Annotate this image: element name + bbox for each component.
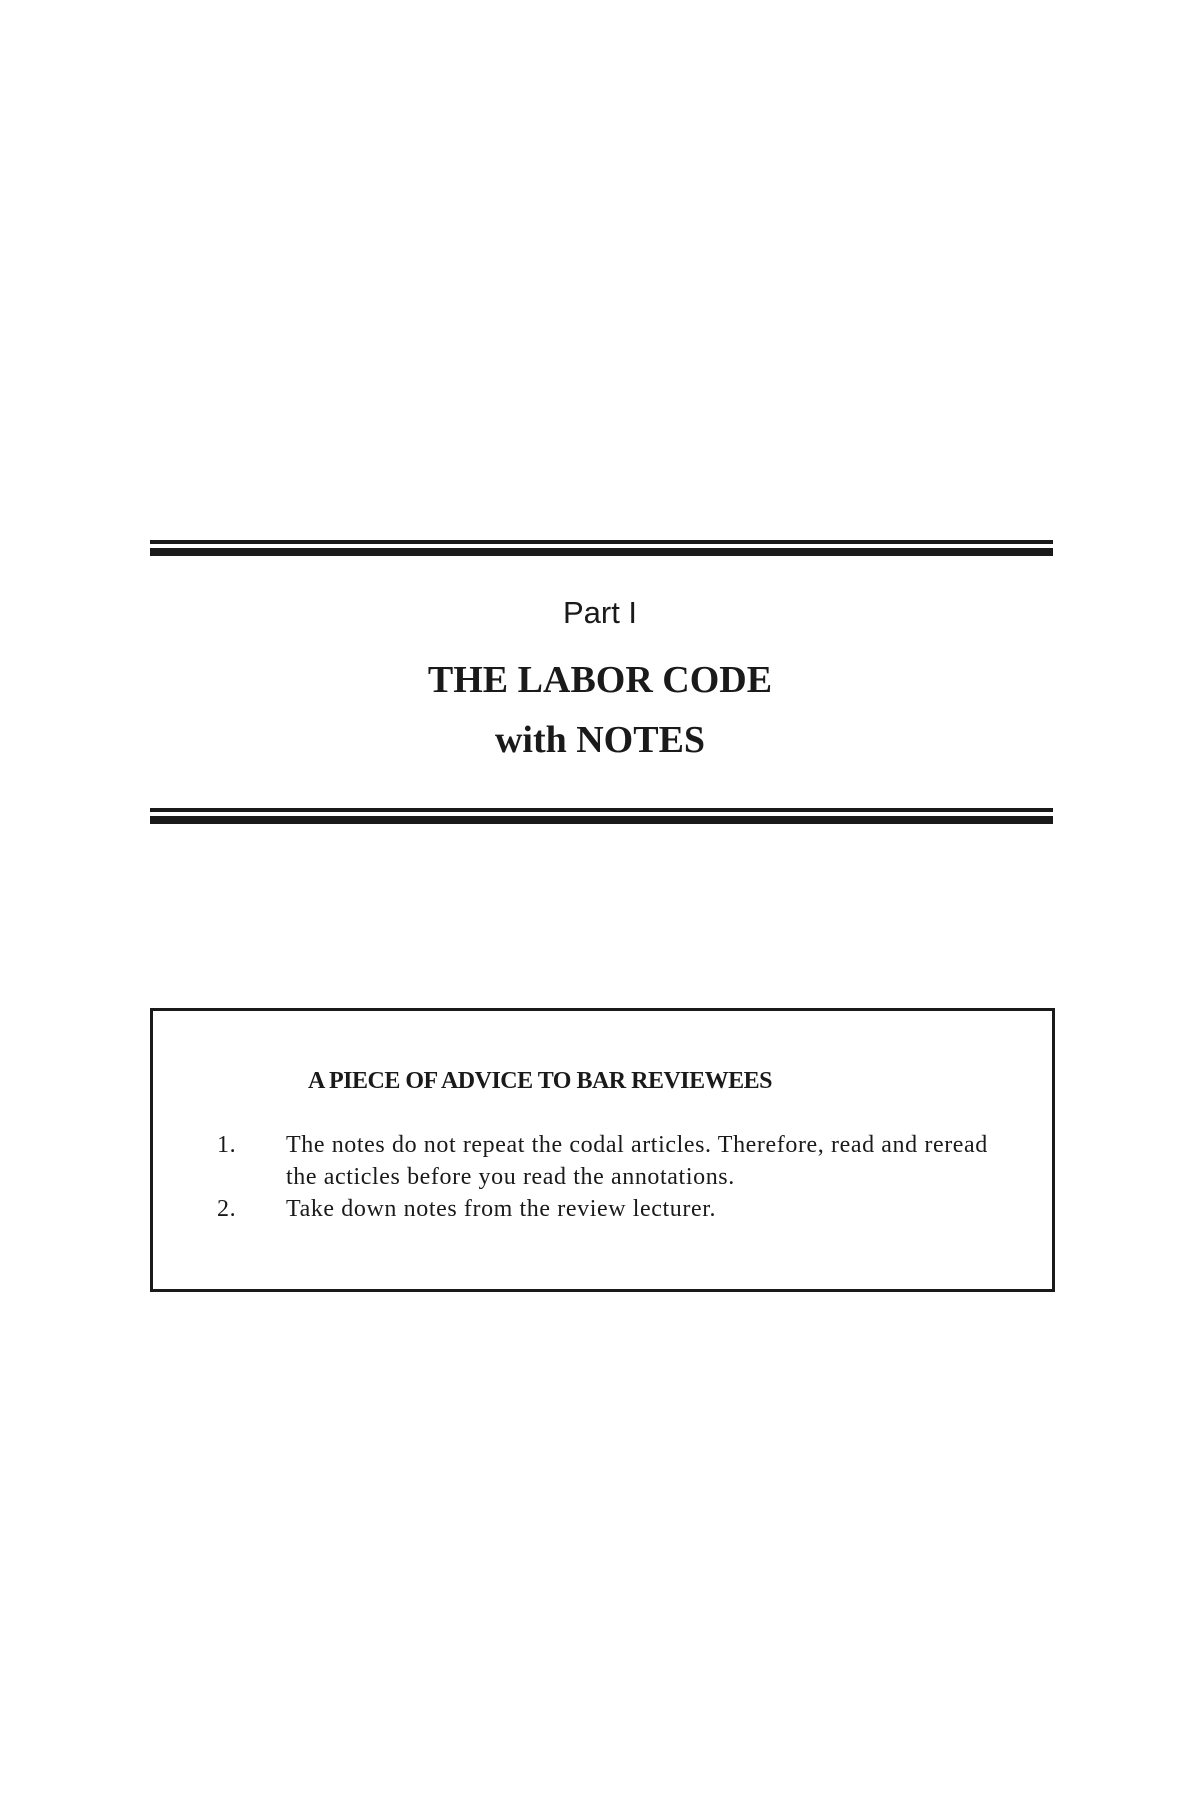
title-line-2: with NOTES: [494, 719, 706, 761]
advice-box: [150, 1008, 1055, 1292]
bottom-thick-rule-line: [150, 816, 1053, 824]
advice-heading: A PIECE OF ADVICE TO BAR REVIEWEES: [308, 1068, 773, 1094]
title-line-1: THE LABOR CODE: [427, 659, 773, 701]
advice-item-text: Take down notes from the review lecturer.: [286, 1196, 717, 1222]
advice-item: [217, 1129, 1017, 1193]
bottom-double-rule: [150, 808, 1053, 824]
advice-item-number: 1.: [217, 1132, 237, 1158]
top-double-rule: [150, 540, 1053, 556]
advice-item-number: 2.: [217, 1196, 237, 1222]
advice-list: [217, 1129, 1017, 1225]
top-thick-rule-line: [150, 548, 1053, 556]
advice-item: [217, 1193, 1017, 1225]
advice-item-text: The notes do not repeat the codal articles. Therefore, read and reread the acticles before you read the annotations.: [286, 1132, 988, 1190]
part-label: Part I: [562, 595, 638, 630]
